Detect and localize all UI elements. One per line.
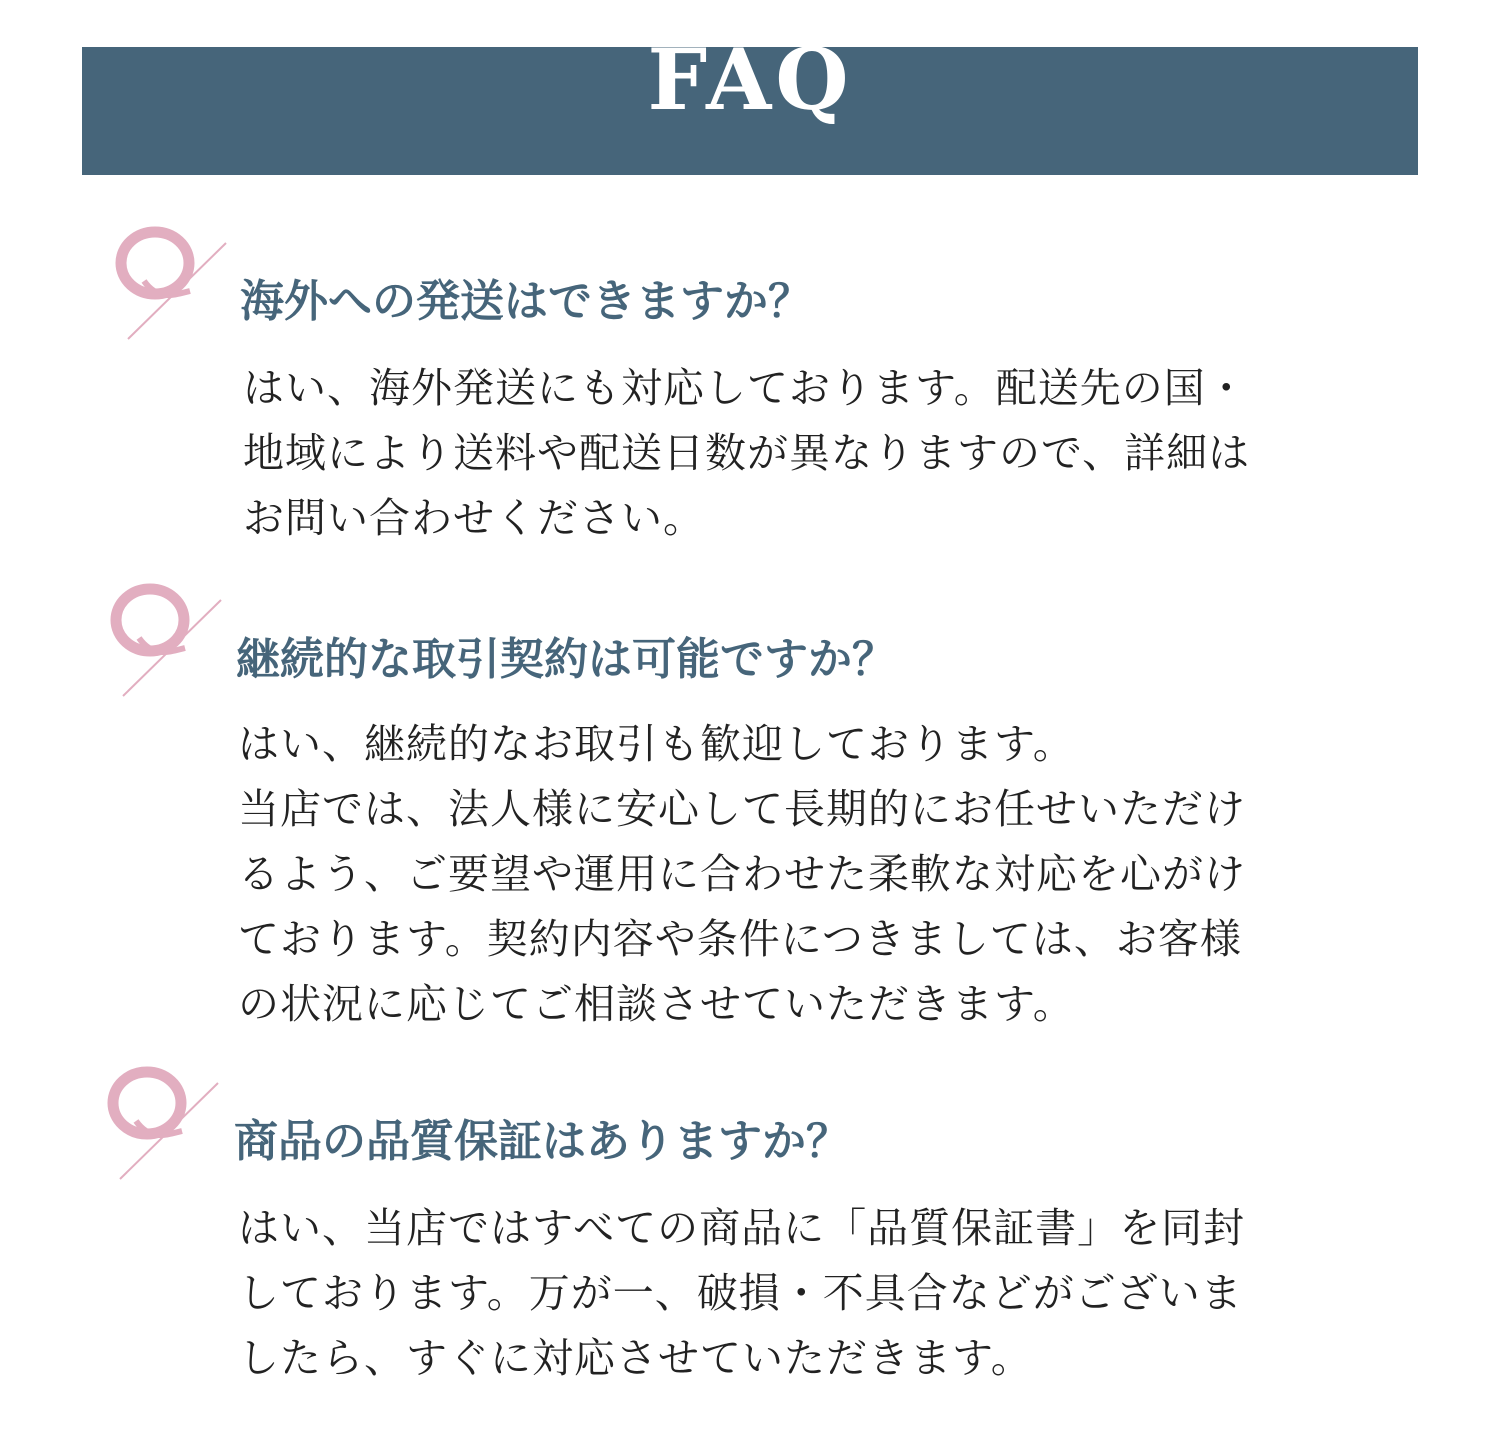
q-letter-icon [92, 1055, 222, 1185]
faq-question: 商品の品質保証はありますか？ [234, 1116, 850, 1167]
answer-line: しております。万が一、破損・不具合などがございま [238, 1269, 1243, 1317]
answer-line: ております。契約内容や条件につきましては、お客様 [238, 915, 1242, 963]
answer-line: お問い合わせください。 [243, 494, 705, 542]
answer-line: の状況に応じてご相談させていただきます。 [238, 980, 1075, 1028]
faq-answer [238, 712, 1348, 1037]
answer-line: 当店では、法人様に安心して長期的にお任せいただけ [238, 785, 1246, 833]
faq-question: 海外への発送はできますか？ [240, 276, 812, 327]
answer-line: はい、海外発送にも対応しております。配送先の国・ [243, 364, 1248, 412]
answer-line: はい、当店ではすべての商品に「品質保証書」を同封 [238, 1204, 1246, 1252]
q-letter-icon [95, 572, 225, 702]
q-letter-icon [100, 215, 230, 345]
answer-line: したら、すぐに対応させていただきます。 [238, 1334, 1033, 1382]
faq-answer [238, 1196, 1348, 1391]
page-title: FAQ [647, 29, 853, 129]
faq-header-bar [82, 29, 1418, 175]
answer-line: はい、継続的なお取引も歓迎しております。 [238, 720, 1075, 768]
answer-line: るよう、ご要望や運用に合わせた柔軟な対応を心がけ [238, 850, 1246, 898]
faq-answer [243, 356, 1353, 551]
answer-line: 地域により送料や配送日数が異なりますので、詳細は [243, 429, 1251, 477]
faq-question: 継続的な取引契約は可能ですか？ [236, 634, 896, 685]
